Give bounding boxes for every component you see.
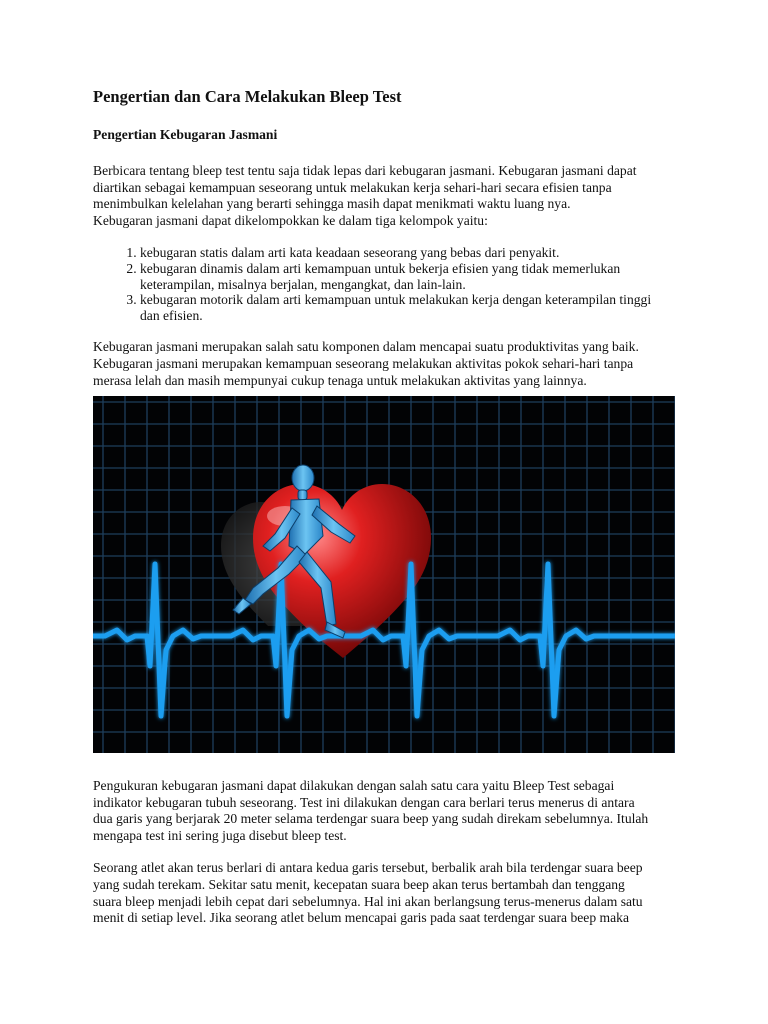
paragraph-line: Kebugaran jasmani merupakan kemampuan seseorang melakukan aktivitas pokok sehari-hari tanpa bbox=[93, 355, 634, 371]
paragraph-line: menit di setiap level. Jika seorang atlet belum mencapai garis pada saat terdengar suara beep maka bbox=[93, 910, 629, 926]
list-item-line: kebugaran statis dalam arti kata keadaan seseorang yang bebas dari penyakit. bbox=[140, 245, 560, 261]
paragraph-line: suara bleep menjadi lebih cepat dari sebelumnya. Hal ini akan berlangsung terus-menerus dalam satu bbox=[93, 893, 643, 909]
document-body-continued bbox=[93, 778, 683, 927]
heartbeat-svg bbox=[93, 396, 675, 753]
paragraph-line: Seorang atlet akan terus berlari di antara kedua garis tersebut, berbalik arah bila terdengar suara beep bbox=[93, 860, 643, 876]
list-item-line: dan efisien. bbox=[140, 307, 203, 323]
heartbeat-illustration bbox=[93, 396, 675, 753]
list-item-line: keterampilan, misalnya berjalan, mengangkat, dan lain-lain. bbox=[140, 276, 466, 292]
document-body bbox=[93, 86, 679, 389]
paragraph-line: Kebugaran jasmani merupakan salah satu komponen dalam mencapai suatu produktivitas yang baik. bbox=[93, 339, 639, 355]
page-title: Pengertian dan Cara Melakukan Bleep Test bbox=[93, 87, 402, 106]
list-item bbox=[140, 261, 679, 292]
paragraph-productivity bbox=[93, 339, 679, 389]
paragraph-line: yang sudah terekam. Sekitar satu menit, kecepatan suara beep akan terus bertambah dan tenggang bbox=[93, 876, 625, 892]
paragraph-line: diartikan sebagai kemampuan seseorang untuk melakukan kerja sehari-hari secara efisien tanpa bbox=[93, 179, 612, 195]
paragraph-bleep-test bbox=[93, 778, 683, 844]
list-item-line: kebugaran dinamis dalam arti kemampuan untuk bekerja efisien yang tidak memerlukan bbox=[140, 260, 621, 276]
list-item bbox=[140, 292, 679, 323]
paragraph-intro bbox=[93, 163, 679, 229]
paragraph-line: Kebugaran jasmani dapat dikelompokkan ke dalam tiga kelompok yaitu: bbox=[93, 212, 488, 228]
paragraph-line: Pengukuran kebugaran jasmani dapat dilakukan dengan salah satu cara yaitu Bleep Test sebagai bbox=[93, 778, 615, 793]
paragraph-athlete bbox=[93, 860, 683, 926]
paragraph-line: indikator kebugaran tubuh seseorang. Test ini dilakukan dengan cara berlari terus menerus di antara bbox=[93, 794, 635, 810]
paragraph-line: dua garis yang berjarak 20 meter selama terdengar suara beep yang sudah direkam sebelumnya. Itulah bbox=[93, 811, 649, 827]
fitness-list bbox=[93, 245, 679, 323]
list-item bbox=[140, 245, 679, 261]
list-item-line: kebugaran motorik dalam arti kemampuan untuk melakukan kerja dengan keterampilan tinggi bbox=[140, 292, 652, 308]
paragraph-line: Berbicara tentang bleep test tentu saja tidak lepas dari kebugaran jasmani. Kebugaran jasmani dapat bbox=[93, 163, 637, 178]
paragraph-line: menimbulkan kelelahan yang berarti sehingga masih dapat menikmati waktu luang nya. bbox=[93, 196, 571, 212]
section-heading: Pengertian Kebugaran Jasmani bbox=[93, 127, 278, 142]
paragraph-line: merasa lelah dan masih mempunyai cukup tenaga untuk melakukan aktivitas yang lainnya. bbox=[93, 372, 587, 388]
paragraph-line: mengapa test ini sering juga disebut bleep test. bbox=[93, 827, 347, 843]
